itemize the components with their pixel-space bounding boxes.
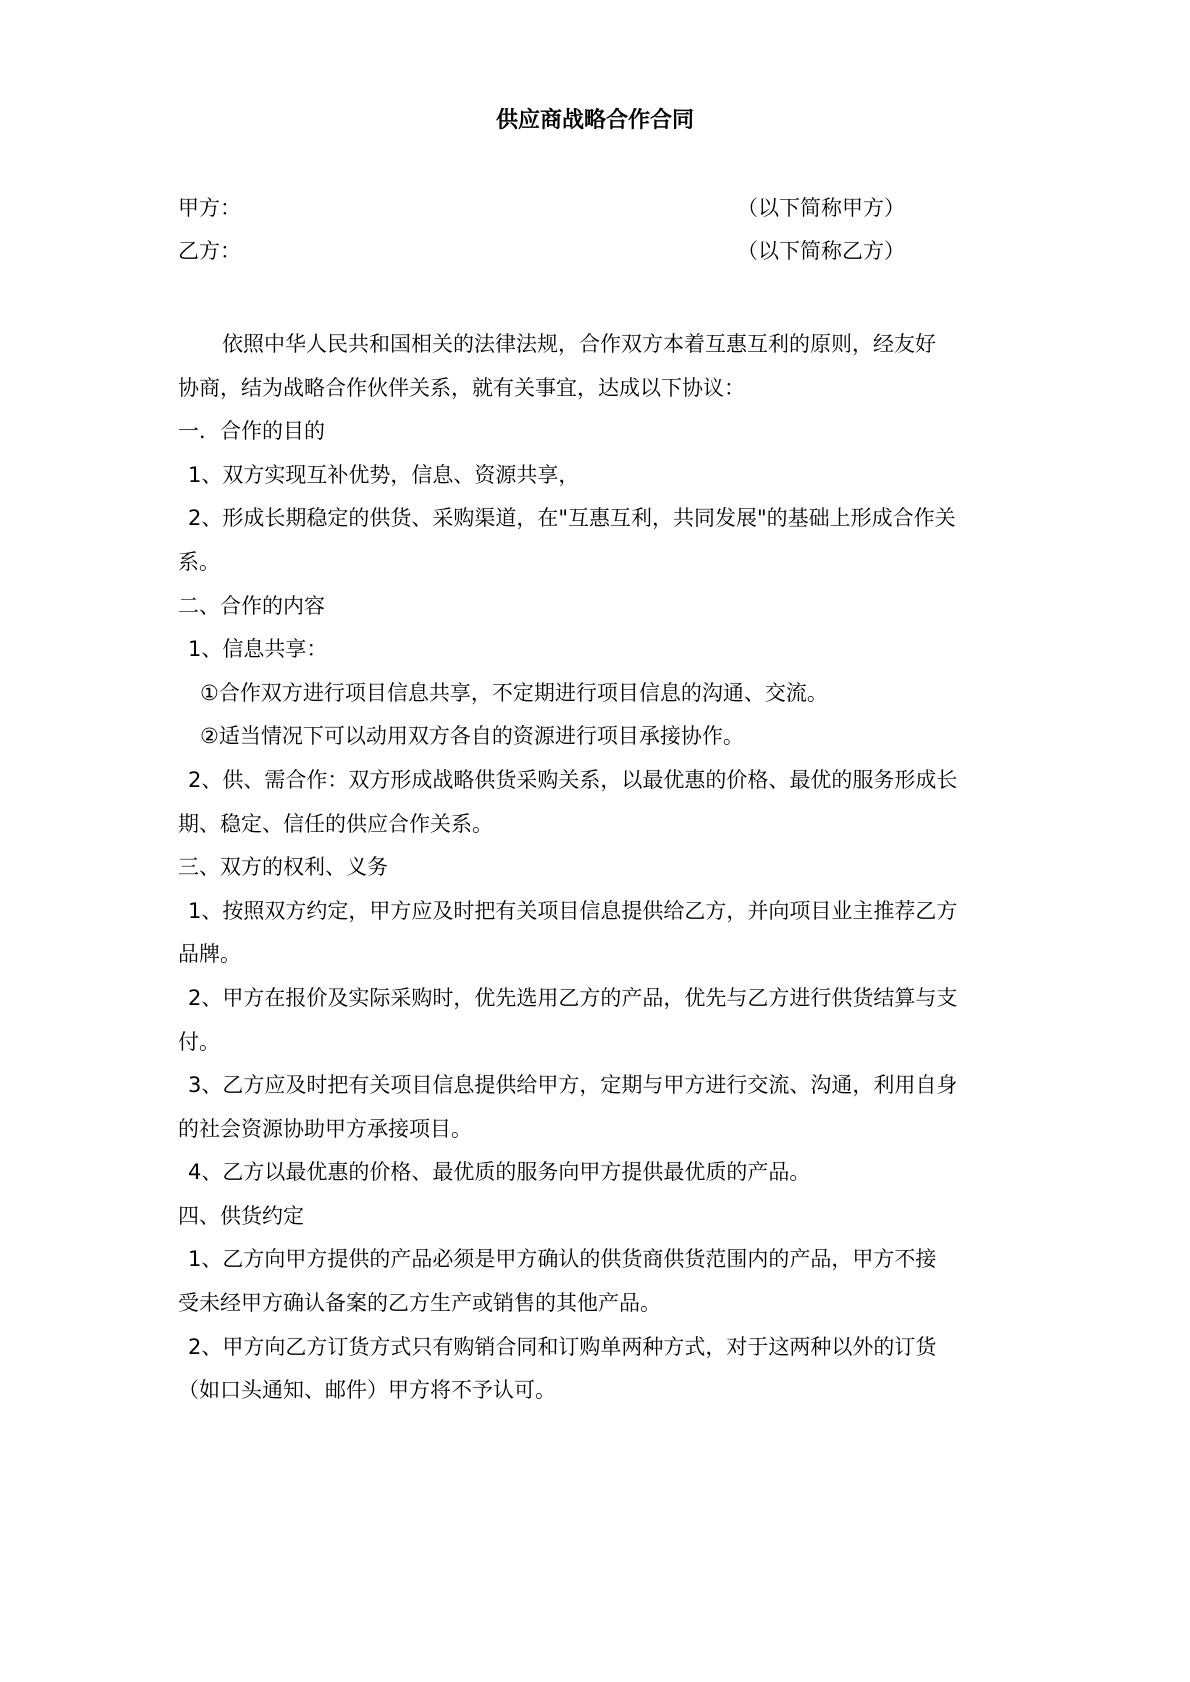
document-title: 供应商战略合作合同: [495, 108, 694, 133]
clause-2-1-b: ②适当情况下可以动用双方各自的资源进行项目承接协作。: [200, 724, 744, 749]
clause-4-2-line-1: 2、甲方向乙方订货方式只有购销合同和订购单两种方式，对于这两种以外的订货: [188, 1334, 937, 1359]
clause-3-1-line-2: 品牌。: [178, 942, 241, 967]
section-heading-4: 四、供货约定: [178, 1203, 304, 1228]
clause-4-1-line-2: 受未经甲方确认备案的乙方生产或销售的其他产品。: [178, 1291, 661, 1316]
clause-3-2-line-1: 2、甲方在报价及实际采购时，优先选用乙方的产品，优先与乙方进行供货结算与支: [188, 985, 958, 1010]
clause-1-1: 1、双方实现互补优势，信息、资源共享，: [188, 462, 580, 487]
clause-3-3-line-1: 3、乙方应及时把有关项目信息提供给甲方，定期与甲方进行交流、沟通，利用自身: [188, 1073, 958, 1098]
clause-3-2-line-2: 付。: [178, 1029, 220, 1054]
intro-paragraph-line-1: 依照中华人民共和国相关的法律法规，合作双方本着互惠互利的原则，经友好: [222, 332, 936, 356]
party-b-alias: （以下简称乙方）: [737, 239, 905, 263]
intro-paragraph-line-2: 协商，结为战略合作伙伴关系，就有关事宜，达成以下协议：: [178, 375, 745, 400]
clause-3-3-line-2: 的社会资源协助甲方承接项目。: [178, 1116, 472, 1141]
clause-3-1-line-1: 1、按照双方约定，甲方应及时把有关项目信息提供给乙方，并向项目业主推荐乙方: [188, 898, 958, 923]
clause-4-2-line-2: （如口头通知、邮件）甲方将不予认可。: [178, 1378, 556, 1403]
party-b-row: [178, 236, 958, 266]
clause-2-2-line-2: 期、稳定、信任的供应合作关系。: [178, 811, 493, 836]
clause-4-1-line-1: 1、乙方向甲方提供的产品必须是甲方确认的供货商供货范围内的产品，甲方不接: [188, 1247, 937, 1272]
party-a-label: 甲方：: [178, 196, 241, 220]
clause-1-2-line-2: 系。: [178, 549, 220, 574]
clause-1-2-line-1: 2、形成长期稳定的供货、采购渠道，在"互惠互利，共同发展"的基础上形成合作关: [188, 506, 956, 531]
party-a-row: [178, 193, 958, 223]
clause-2-2-line-1: 2、供、需合作：双方形成战略供货采购关系，以最优惠的价格、最优的服务形成长: [188, 767, 958, 792]
clause-2-1: 1、信息共享：: [188, 637, 328, 662]
party-a-alias: （以下简称甲方）: [737, 196, 905, 220]
section-heading-3: 三、双方的权利、义务: [178, 855, 388, 880]
section-heading-2: 二、合作的内容: [178, 593, 325, 618]
party-b-label: 乙方：: [178, 239, 241, 263]
clause-3-4: 4、乙方以最优惠的价格、最优质的服务向甲方提供最优质的产品。: [188, 1160, 811, 1185]
section-heading-1: 一．合作的目的: [178, 419, 325, 444]
contract-body: [178, 323, 998, 1413]
clause-2-1-a: ①合作双方进行项目信息共享，不定期进行项目信息的沟通、交流。: [200, 680, 828, 705]
